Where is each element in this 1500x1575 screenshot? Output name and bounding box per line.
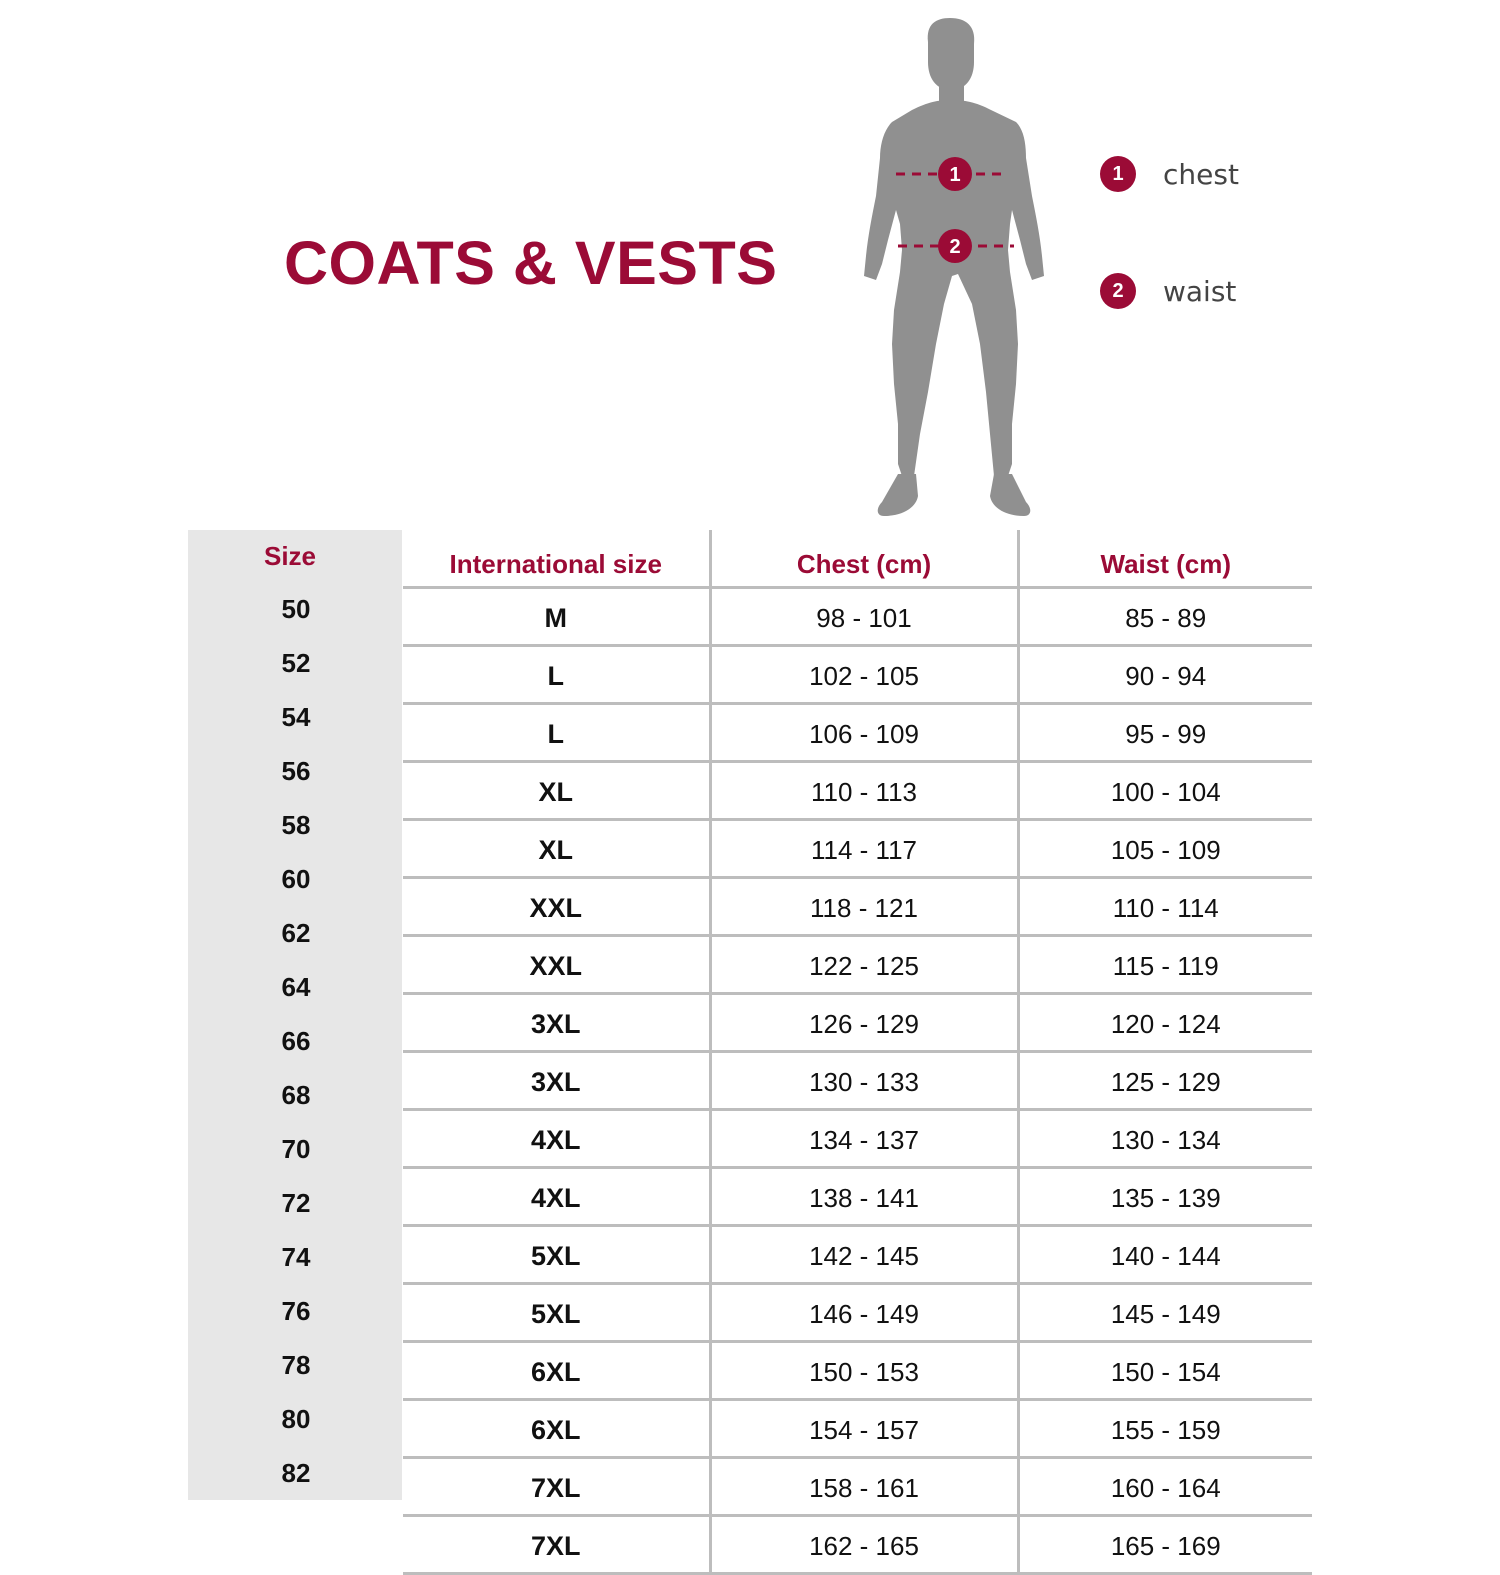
waist-cell: 125 - 129 xyxy=(1018,1052,1312,1110)
header-international-size: International size xyxy=(403,530,710,588)
table-row xyxy=(403,820,1312,878)
table-row xyxy=(403,1458,1312,1516)
international-size-cell: L xyxy=(403,646,710,704)
chest-cell: 102 - 105 xyxy=(710,646,1018,704)
chest-cell: 154 - 157 xyxy=(710,1400,1018,1458)
table-row xyxy=(403,646,1312,704)
chest-cell: 122 - 125 xyxy=(710,936,1018,994)
chest-cell: 126 - 129 xyxy=(710,994,1018,1052)
table-row xyxy=(403,704,1312,762)
size-column-header: Size xyxy=(263,540,317,571)
international-size-cell: 3XL xyxy=(403,994,710,1052)
size-cell: 80 xyxy=(281,1403,311,1434)
table-row xyxy=(403,878,1312,936)
international-size-cell: 7XL xyxy=(403,1516,710,1574)
waist-cell: 150 - 154 xyxy=(1018,1342,1312,1400)
waist-cell: 85 - 89 xyxy=(1018,588,1312,646)
waist-cell: 155 - 159 xyxy=(1018,1400,1312,1458)
international-size-cell: 4XL xyxy=(403,1168,710,1226)
size-cell: 74 xyxy=(281,1241,311,1272)
chest-cell: 138 - 141 xyxy=(710,1168,1018,1226)
size-cell: 72 xyxy=(281,1187,311,1218)
size-cell: 70 xyxy=(281,1133,311,1164)
table-row xyxy=(403,994,1312,1052)
number-2-icon: 2 xyxy=(1100,273,1136,309)
size-column xyxy=(188,530,402,1500)
size-cell: 68 xyxy=(281,1079,311,1110)
chest-cell: 98 - 101 xyxy=(710,588,1018,646)
waist-cell: 105 - 109 xyxy=(1018,820,1312,878)
waist-cell: 160 - 164 xyxy=(1018,1458,1312,1516)
chest-cell: 162 - 165 xyxy=(710,1516,1018,1574)
table-row xyxy=(403,1226,1312,1284)
table-row xyxy=(403,1052,1312,1110)
chest-cell: 142 - 145 xyxy=(710,1226,1018,1284)
international-size-cell: 5XL xyxy=(403,1226,710,1284)
size-cell: 64 xyxy=(281,971,311,1002)
size-cell: 52 xyxy=(281,647,311,678)
size-cell: 50 xyxy=(281,593,311,624)
waist-cell: 135 - 139 xyxy=(1018,1168,1312,1226)
table-row xyxy=(403,1516,1312,1574)
size-chart-table xyxy=(403,530,1312,1575)
size-cell: 66 xyxy=(281,1025,311,1056)
size-cell: 82 xyxy=(281,1457,311,1488)
header-chest: Chest (cm) xyxy=(710,530,1018,588)
size-cell: 58 xyxy=(281,809,311,840)
waist-cell: 140 - 144 xyxy=(1018,1226,1312,1284)
legend-item-waist xyxy=(1100,273,1236,309)
waist-cell: 95 - 99 xyxy=(1018,704,1312,762)
legend-label-chest: chest xyxy=(1163,157,1239,191)
chest-cell: 110 - 113 xyxy=(710,762,1018,820)
waist-cell: 130 - 134 xyxy=(1018,1110,1312,1168)
table-header-row xyxy=(403,530,1312,588)
table-row xyxy=(403,1342,1312,1400)
table-row xyxy=(403,936,1312,994)
chest-cell: 134 - 137 xyxy=(710,1110,1018,1168)
waist-cell: 120 - 124 xyxy=(1018,994,1312,1052)
svg-text:1: 1 xyxy=(949,164,961,186)
international-size-cell: M xyxy=(403,588,710,646)
waist-cell: 90 - 94 xyxy=(1018,646,1312,704)
table-row xyxy=(403,1168,1312,1226)
size-cell: 60 xyxy=(281,863,311,894)
number-1-icon: 1 xyxy=(1100,156,1136,192)
international-size-cell: 3XL xyxy=(403,1052,710,1110)
legend-label-waist: waist xyxy=(1163,274,1237,308)
waist-cell: 110 - 114 xyxy=(1018,878,1312,936)
waist-cell: 145 - 149 xyxy=(1018,1284,1312,1342)
table-row xyxy=(403,762,1312,820)
waist-cell: 100 - 104 xyxy=(1018,762,1312,820)
table-row xyxy=(403,1110,1312,1168)
chest-cell: 146 - 149 xyxy=(710,1284,1018,1342)
table-row xyxy=(403,1400,1312,1458)
international-size-cell: XXL xyxy=(403,936,710,994)
size-cell: 76 xyxy=(281,1295,311,1326)
waist-cell: 165 - 169 xyxy=(1018,1516,1312,1574)
legend-item-chest xyxy=(1100,156,1239,192)
chest-cell: 118 - 121 xyxy=(710,878,1018,936)
chest-cell: 114 - 117 xyxy=(710,820,1018,878)
international-size-cell: L xyxy=(403,704,710,762)
chest-cell: 130 - 133 xyxy=(710,1052,1018,1110)
header-waist: Waist (cm) xyxy=(1018,530,1312,588)
chest-cell: 106 - 109 xyxy=(710,704,1018,762)
svg-text:2: 2 xyxy=(949,236,961,258)
body-silhouette-figure xyxy=(840,14,1080,524)
international-size-cell: 5XL xyxy=(403,1284,710,1342)
international-size-cell: XXL xyxy=(403,878,710,936)
page-title: COATS & VESTS xyxy=(284,229,778,297)
size-cell: 56 xyxy=(281,755,311,786)
international-size-cell: XL xyxy=(403,820,710,878)
international-size-cell: XL xyxy=(403,762,710,820)
size-cell: 54 xyxy=(281,701,311,732)
international-size-cell: 7XL xyxy=(403,1458,710,1516)
waist-cell: 115 - 119 xyxy=(1018,936,1312,994)
international-size-cell: 4XL xyxy=(403,1110,710,1168)
chest-cell: 150 - 153 xyxy=(710,1342,1018,1400)
size-cell: 62 xyxy=(281,917,311,948)
table-row xyxy=(403,588,1312,646)
international-size-cell: 6XL xyxy=(403,1400,710,1458)
chest-cell: 158 - 161 xyxy=(710,1458,1018,1516)
table-row xyxy=(403,1284,1312,1342)
international-size-cell: 6XL xyxy=(403,1342,710,1400)
size-cell: 78 xyxy=(281,1349,311,1380)
